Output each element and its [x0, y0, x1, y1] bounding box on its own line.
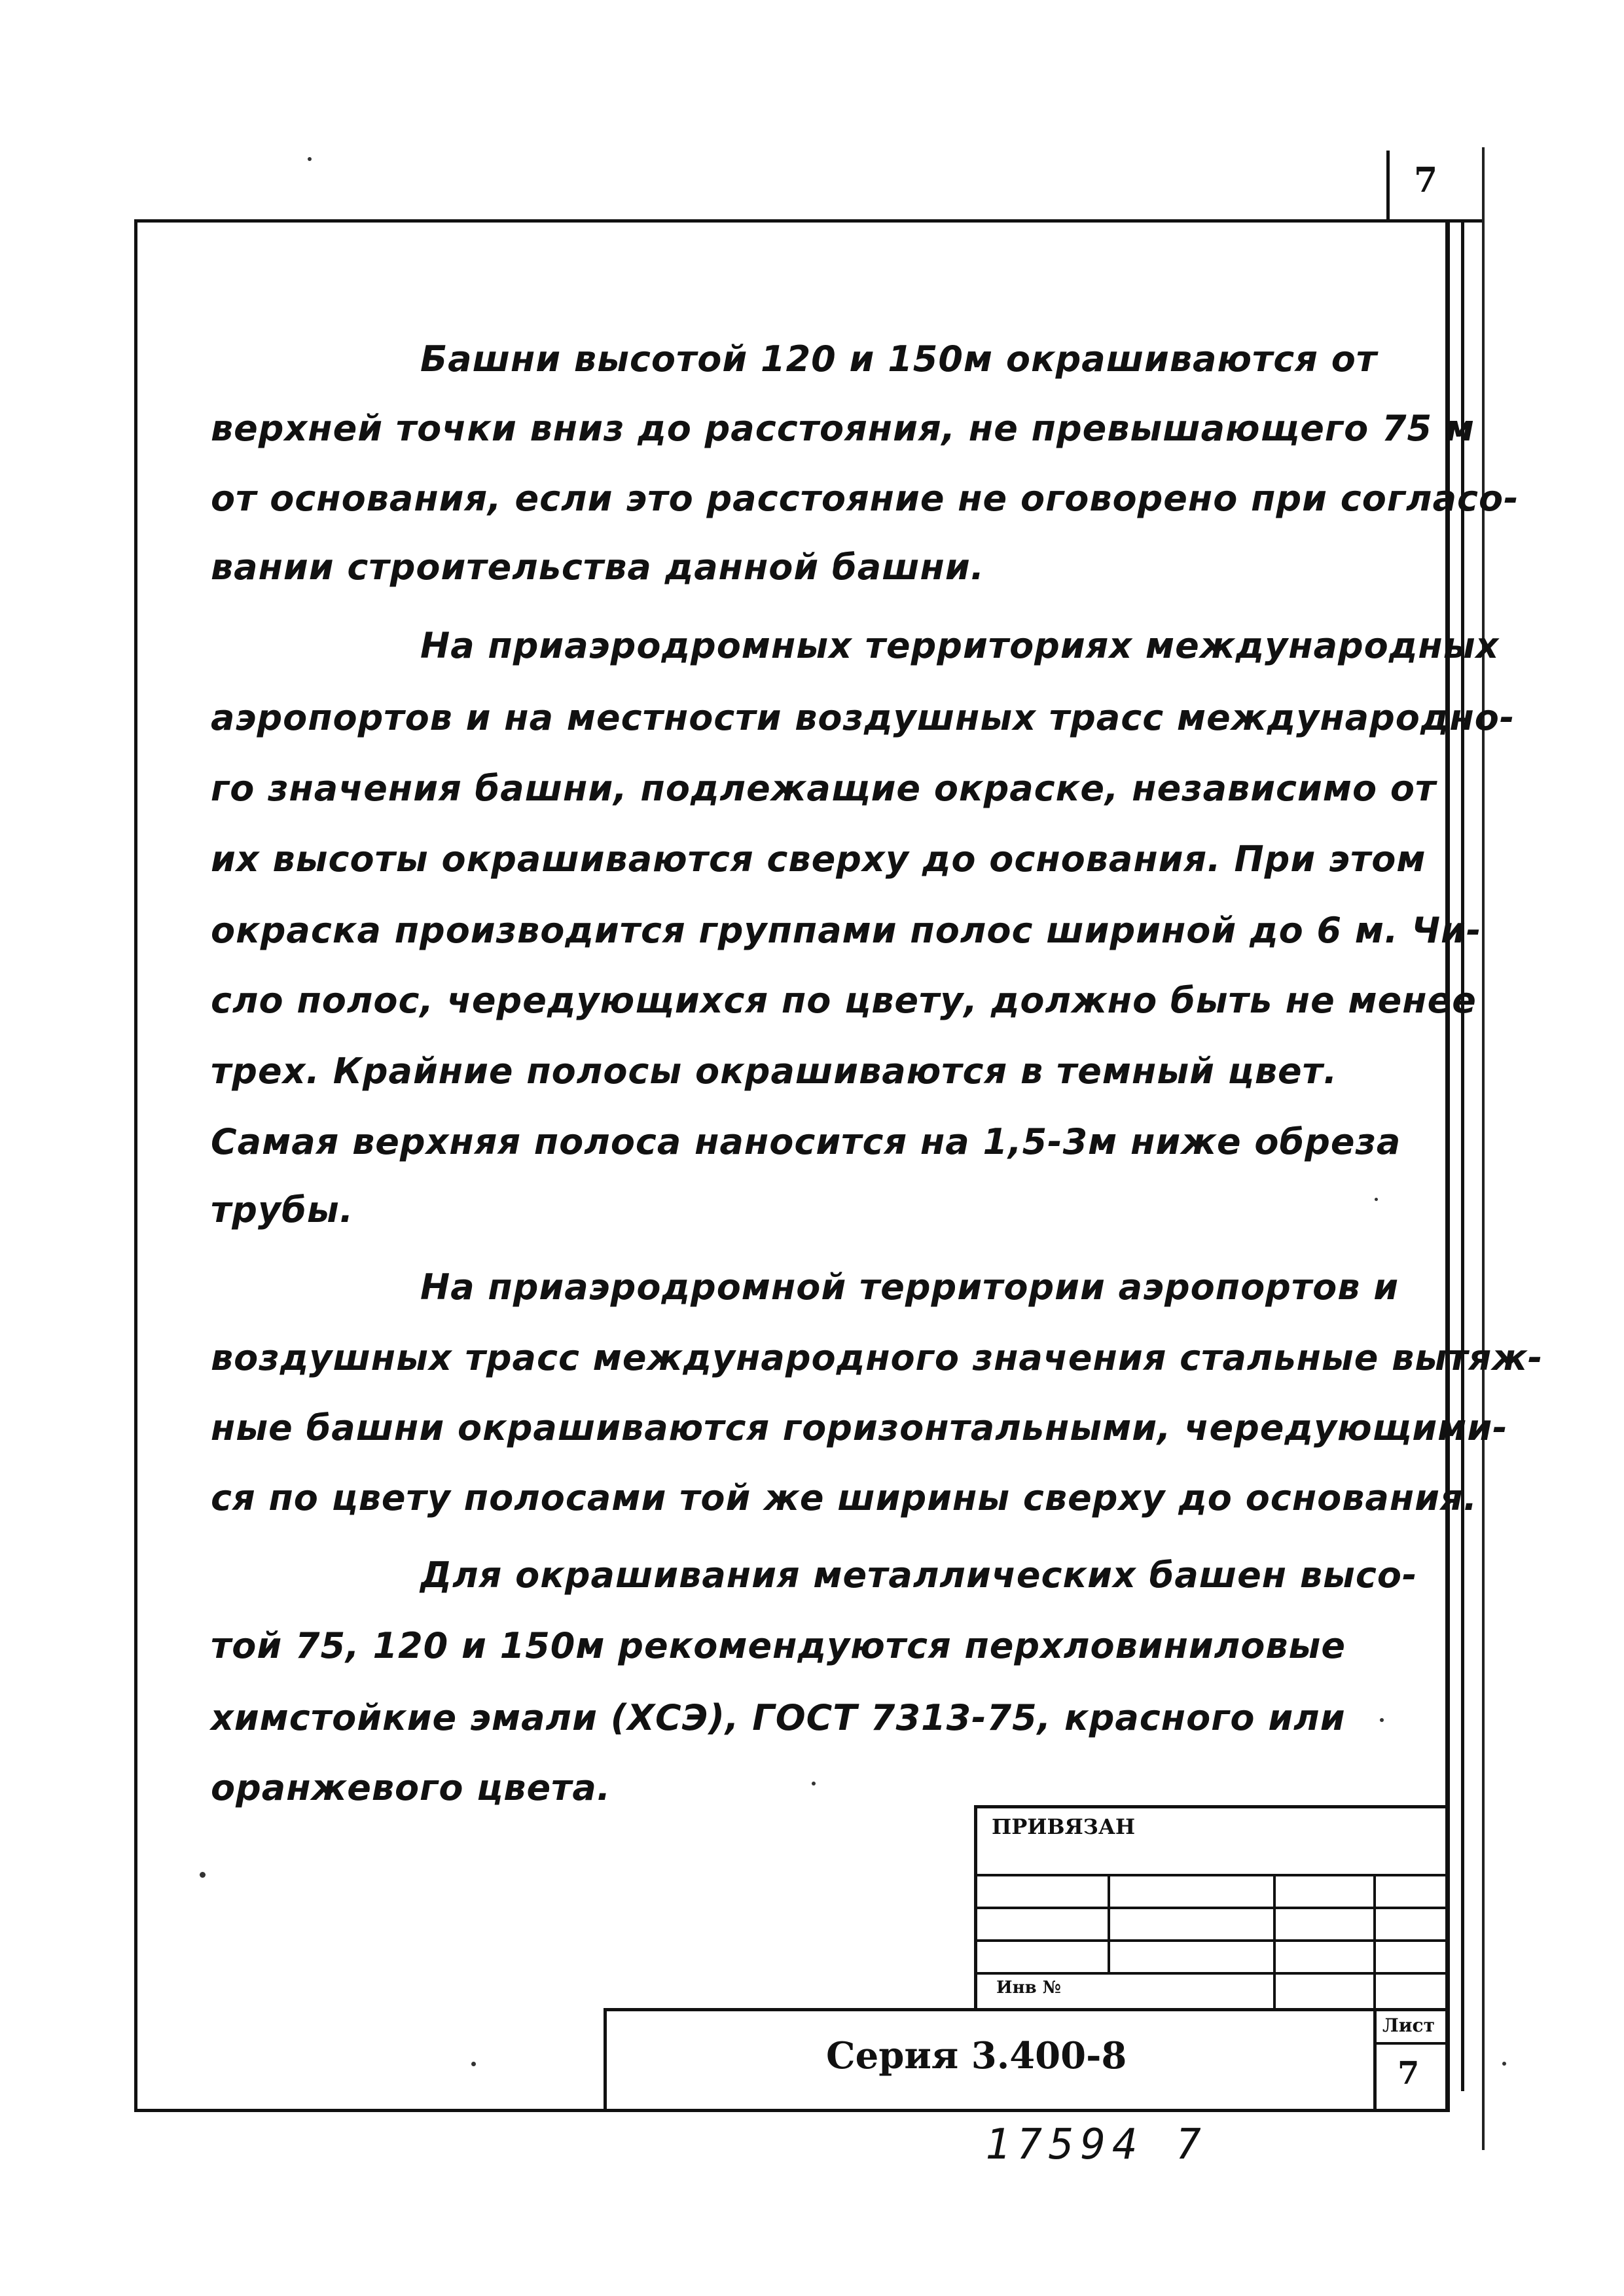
- archive-number: 17594 7: [985, 2121, 1208, 2169]
- sheet-cell-divider: [1373, 2042, 1449, 2045]
- sheet-edge-line: [1482, 147, 1485, 2150]
- body-line: трех. Крайние полосы окрашиваются в темный цвет.: [211, 1050, 1338, 1092]
- stamp-row-line: [974, 1972, 1449, 1975]
- body-line: окраска производится группами полос шириной до 6 м. Чи-: [211, 910, 1482, 951]
- stamp-row-line: [974, 1874, 1449, 1876]
- stamp-col-line: [1108, 1874, 1110, 1972]
- body-line: ся по цвету полосами той же ширины сверху до основания.: [211, 1477, 1478, 1518]
- body-line: от основания, если это расстояние не оговорено при согласо-: [211, 478, 1519, 519]
- body-line: той 75, 120 и 150м рекомендуются перхловиниловые: [211, 1625, 1346, 1666]
- body-line: Башни высотой 120 и 150м окрашиваются от: [420, 338, 1378, 380]
- stamp-row-line: [974, 1939, 1449, 1942]
- body-line: их высоты окрашиваются сверху до основания. При этом: [211, 838, 1426, 880]
- body-line: оранжевого цвета.: [211, 1767, 611, 1808]
- body-line: сло полос, чередующихся по цвету, должно быть не менее: [211, 980, 1477, 1021]
- scan-speck: [471, 2062, 476, 2066]
- page-corner-number: 7: [1414, 160, 1438, 200]
- sheet-number: 7: [1398, 2055, 1420, 2092]
- scan-speck: [308, 157, 312, 161]
- scan-speck: [812, 1782, 816, 1785]
- series-label: Серия 3.400-8: [826, 2034, 1127, 2077]
- body-line: го значения башни, подлежащие окраске, независимо от: [211, 768, 1437, 809]
- body-line: Для окрашивания металлических башен высо-: [420, 1554, 1418, 1596]
- body-line: воздушных трасс международного значения стальные вытяж-: [211, 1337, 1543, 1378]
- body-line: химстойкие эмали (ХСЭ), ГОСТ 7313-75, красного или: [211, 1697, 1346, 1738]
- corner-tab-line: [1386, 151, 1390, 221]
- body-line: ные башни окрашиваются горизонтальными, чередующими-: [211, 1407, 1508, 1448]
- scan-speck: [1502, 2062, 1506, 2066]
- scan-speck: [200, 1872, 206, 1878]
- body-line: На приаэродромных территориях международных: [420, 625, 1500, 666]
- body-line: вании строительства данной башни.: [211, 547, 985, 588]
- inv-label: Инв №: [996, 1978, 1061, 1998]
- body-line: трубы.: [211, 1189, 354, 1230]
- body-line: аэропортов и на местности воздушных трасс международно-: [211, 697, 1515, 738]
- sheet-label: Лист: [1382, 2015, 1435, 2036]
- body-line: Самая верхняя полоса наносится на 1,5-3м ниже обреза: [211, 1121, 1401, 1162]
- body-line: верхней точки вниз до расстояния, не превышающего 75 м: [211, 408, 1475, 449]
- scan-speck: [1380, 1718, 1384, 1722]
- stamp-col-line: [1273, 1874, 1276, 2010]
- privyazan-label: ПРИВЯЗАН: [992, 1814, 1136, 1839]
- scan-speck: [1375, 1198, 1378, 1201]
- stamp-row-line: [974, 1907, 1449, 1909]
- body-line: На приаэродромной территории аэропортов и: [420, 1266, 1399, 1308]
- stamp-col-line: [1373, 1874, 1376, 2010]
